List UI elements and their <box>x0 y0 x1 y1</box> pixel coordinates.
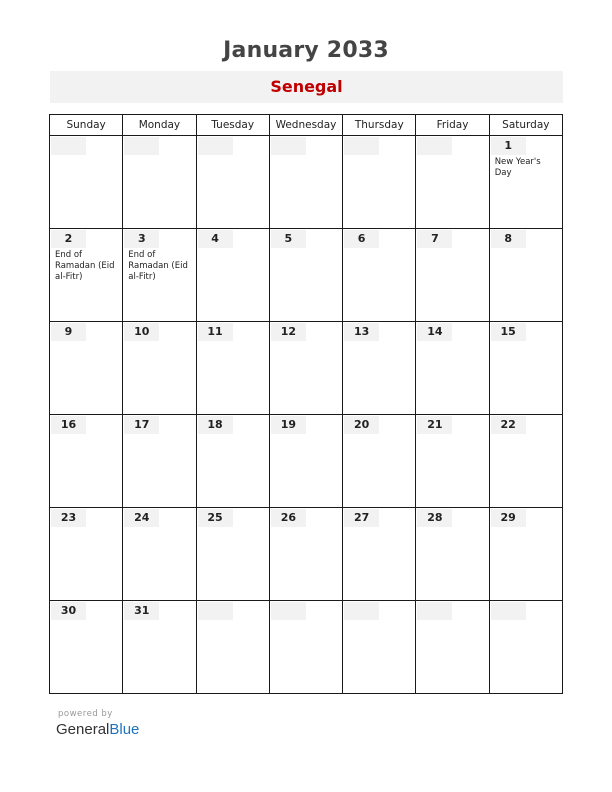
page-title: January 2033 <box>223 38 389 63</box>
day-number: 19 <box>271 416 306 434</box>
day-number: 14 <box>417 323 452 341</box>
day-cell <box>123 229 196 322</box>
day-number <box>51 137 86 155</box>
day-number: 20 <box>344 416 379 434</box>
country-banner <box>50 71 563 103</box>
day-number: 29 <box>491 509 526 527</box>
day-number: 8 <box>491 230 526 248</box>
day-cell <box>269 508 342 601</box>
day-cell <box>343 508 416 601</box>
day-number <box>417 602 452 620</box>
brand-blue-text: Blue <box>109 721 140 738</box>
day-cell <box>50 322 123 415</box>
day-cell <box>489 415 562 508</box>
brand-general-text: General <box>56 721 110 738</box>
day-cell <box>123 322 196 415</box>
day-number: 2 <box>51 230 86 248</box>
day-cell <box>50 601 123 694</box>
weekday-saturday: Saturday <box>489 115 562 136</box>
country-name: Senegal <box>270 77 343 96</box>
day-cell <box>269 415 342 508</box>
day-cell <box>50 136 123 229</box>
day-number: 7 <box>417 230 452 248</box>
weekday-monday: Monday <box>123 115 196 136</box>
day-number: 26 <box>271 509 306 527</box>
day-cell <box>343 601 416 694</box>
day-number: 24 <box>124 509 159 527</box>
day-number: 23 <box>51 509 86 527</box>
powered-by-text: powered by <box>58 709 113 719</box>
weekday-thursday: Thursday <box>343 115 416 136</box>
day-number <box>198 137 233 155</box>
day-cell <box>50 508 123 601</box>
holiday-label: End of Ramadan (Eid al-Fitr) <box>128 250 188 282</box>
week-row <box>50 322 563 415</box>
weekday-wednesday: Wednesday <box>269 115 342 136</box>
day-cell <box>416 415 489 508</box>
week-row <box>50 136 563 229</box>
day-cell <box>489 508 562 601</box>
day-number: 18 <box>198 416 233 434</box>
day-number: 10 <box>124 323 159 341</box>
day-cell <box>123 601 196 694</box>
holiday-label: New Year's Day <box>494 157 541 178</box>
day-cell <box>196 229 269 322</box>
day-number <box>344 602 379 620</box>
footer-branding <box>56 709 139 738</box>
day-number: 16 <box>51 416 86 434</box>
weekday-sunday: Sunday <box>50 115 123 136</box>
day-number: 1 <box>491 137 526 155</box>
day-number <box>271 602 306 620</box>
day-number <box>344 137 379 155</box>
day-number <box>198 602 233 620</box>
brand-logo <box>56 721 139 738</box>
week-row <box>50 601 563 694</box>
day-number: 28 <box>417 509 452 527</box>
day-cell <box>123 136 196 229</box>
weekday-tuesday: Tuesday <box>196 115 269 136</box>
day-number: 15 <box>491 323 526 341</box>
day-number: 27 <box>344 509 379 527</box>
day-cell <box>123 508 196 601</box>
day-cell <box>196 508 269 601</box>
day-number: 30 <box>51 602 86 620</box>
week-row <box>50 415 563 508</box>
weekday-friday: Friday <box>416 115 489 136</box>
day-cell <box>489 229 562 322</box>
holiday-label: End of Ramadan (Eid al-Fitr) <box>55 250 115 282</box>
day-number: 11 <box>198 323 233 341</box>
day-cell <box>416 601 489 694</box>
week-row <box>50 508 563 601</box>
weekday-header-row <box>50 115 563 136</box>
day-number: 9 <box>51 323 86 341</box>
day-cell <box>416 508 489 601</box>
day-number: 3 <box>124 230 159 248</box>
day-number: 25 <box>198 509 233 527</box>
day-cell <box>50 415 123 508</box>
day-number: 31 <box>124 602 159 620</box>
day-cell <box>196 322 269 415</box>
day-cell <box>196 601 269 694</box>
day-cell <box>343 415 416 508</box>
day-cell <box>269 229 342 322</box>
day-cell <box>196 136 269 229</box>
day-number: 12 <box>271 323 306 341</box>
day-cell <box>416 229 489 322</box>
day-cell <box>343 229 416 322</box>
calendar-grid <box>49 114 563 694</box>
day-number: 6 <box>344 230 379 248</box>
day-cell <box>489 322 562 415</box>
day-number: 17 <box>124 416 159 434</box>
week-row <box>50 229 563 322</box>
day-cell <box>196 415 269 508</box>
day-cell <box>269 322 342 415</box>
day-number: 21 <box>417 416 452 434</box>
day-number <box>417 137 452 155</box>
day-number <box>271 137 306 155</box>
day-cell <box>123 415 196 508</box>
day-cell <box>50 229 123 322</box>
day-number: 4 <box>198 230 233 248</box>
day-number: 5 <box>271 230 306 248</box>
day-number <box>491 602 526 620</box>
day-number <box>124 137 159 155</box>
day-cell <box>416 322 489 415</box>
day-cell <box>269 601 342 694</box>
day-cell <box>343 322 416 415</box>
day-number: 13 <box>344 323 379 341</box>
day-cell <box>416 136 489 229</box>
day-cell <box>343 136 416 229</box>
day-cell <box>489 136 562 229</box>
day-number: 22 <box>491 416 526 434</box>
day-cell <box>269 136 342 229</box>
day-cell <box>489 601 562 694</box>
